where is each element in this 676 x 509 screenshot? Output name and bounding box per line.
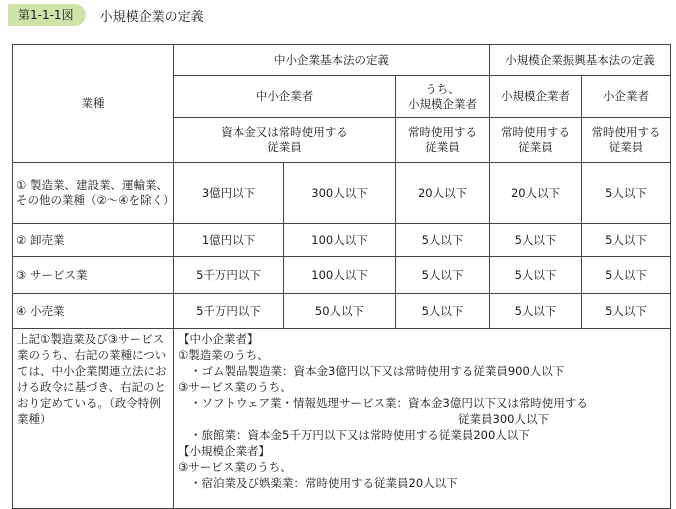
sme-small-subheader: うち、 小規模企業者: [396, 76, 490, 118]
small-ent-cell: 5人以下: [582, 257, 671, 294]
small-cell: 5人以下: [396, 224, 490, 257]
small-corp-cell: 5人以下: [490, 294, 582, 329]
sme-subheader: 中小企業者: [174, 76, 396, 118]
employees-metric-header-3: 常時使用する 従業員: [582, 118, 671, 163]
special-heading-sme: 【中小企業者】: [178, 332, 259, 346]
industry-cell: ④ 小売業: [13, 294, 174, 329]
special-line: ・ソフトウェア業・情報処理サービス業：資本金3億円以下又は常時使用する: [190, 396, 588, 410]
capital-cell: 5千万円以下: [174, 294, 284, 329]
small-corp-cell: 5人以下: [490, 224, 582, 257]
special-line: ③サービス業のうち、: [178, 460, 292, 474]
definition-table: [12, 44, 671, 509]
employees-cell: 100人以下: [284, 257, 396, 294]
small-corp-subheader: 小規模企業者: [490, 76, 582, 118]
small-cell: 5人以下: [396, 257, 490, 294]
small-ent-subheader: 小企業者: [582, 76, 671, 118]
figure-number-badge: 第1-1-1図: [8, 4, 86, 26]
special-line: ①製造業のうち、: [178, 348, 269, 362]
employees-cell: 50人以下: [284, 294, 396, 329]
special-line: ・宿泊業及び娯楽業：常時使用する従業員20人以下: [190, 476, 458, 490]
employees-metric-header-1: 常時使用する 従業員: [396, 118, 490, 163]
industry-cell: ② 卸売業: [13, 224, 174, 257]
capital-cell: 1億円以下: [174, 224, 284, 257]
small-cell: 5人以下: [396, 294, 490, 329]
industry-column-header: 業種: [13, 45, 174, 163]
capital-metric-header: 資本金又は常時使用する 従業員: [174, 118, 396, 163]
small-ent-cell: 5人以下: [582, 163, 671, 224]
special-rules-row: [13, 329, 671, 509]
small-act-group-header: 小規模企業振興基本法の定義: [490, 45, 671, 76]
sme-act-group-header: 中小企業基本法の定義: [174, 45, 490, 76]
employees-cell: 100人以下: [284, 224, 396, 257]
capital-cell: 5千万円以下: [174, 257, 284, 294]
small-ent-cell: 5人以下: [582, 224, 671, 257]
special-rules-description: 上記①製造業及び③サービス業のうち、右記の業種については、中小企業関連立法における政令に基づき、右記のとおり定めている。（政令特例業種）: [13, 329, 174, 509]
special-line: 従業員300人以下: [458, 412, 549, 426]
employees-cell: 300人以下: [284, 163, 396, 224]
industry-cell: ① 製造業、建設業、運輸業、その他の業種（②～④を除く）: [13, 163, 174, 224]
table-row: [13, 257, 671, 294]
special-heading-small: 【小規模企業者】: [178, 444, 270, 458]
industry-cell: ③ サービス業: [13, 257, 174, 294]
figure-header: [8, 4, 204, 26]
small-ent-cell: 5人以下: [582, 294, 671, 329]
special-line: ・旅館業：資本金5千万円以下又は常時使用する従業員200人以下: [190, 428, 530, 442]
small-cell: 20人以下: [396, 163, 490, 224]
capital-cell: 3億円以下: [174, 163, 284, 224]
table-row: [13, 224, 671, 257]
small-corp-cell: 5人以下: [490, 257, 582, 294]
special-line: ・ゴム製品製造業：資本金3億円以下又は常時使用する従業員900人以下: [190, 364, 565, 378]
employees-metric-header-2: 常時使用する 従業員: [490, 118, 582, 163]
figure-title: 小規模企業の定義: [99, 9, 204, 25]
special-rules-details: [174, 329, 671, 509]
table-row: [13, 294, 671, 329]
special-line: ③サービス業のうち、: [178, 380, 292, 394]
table-row: [13, 163, 671, 224]
small-corp-cell: 20人以下: [490, 163, 582, 224]
